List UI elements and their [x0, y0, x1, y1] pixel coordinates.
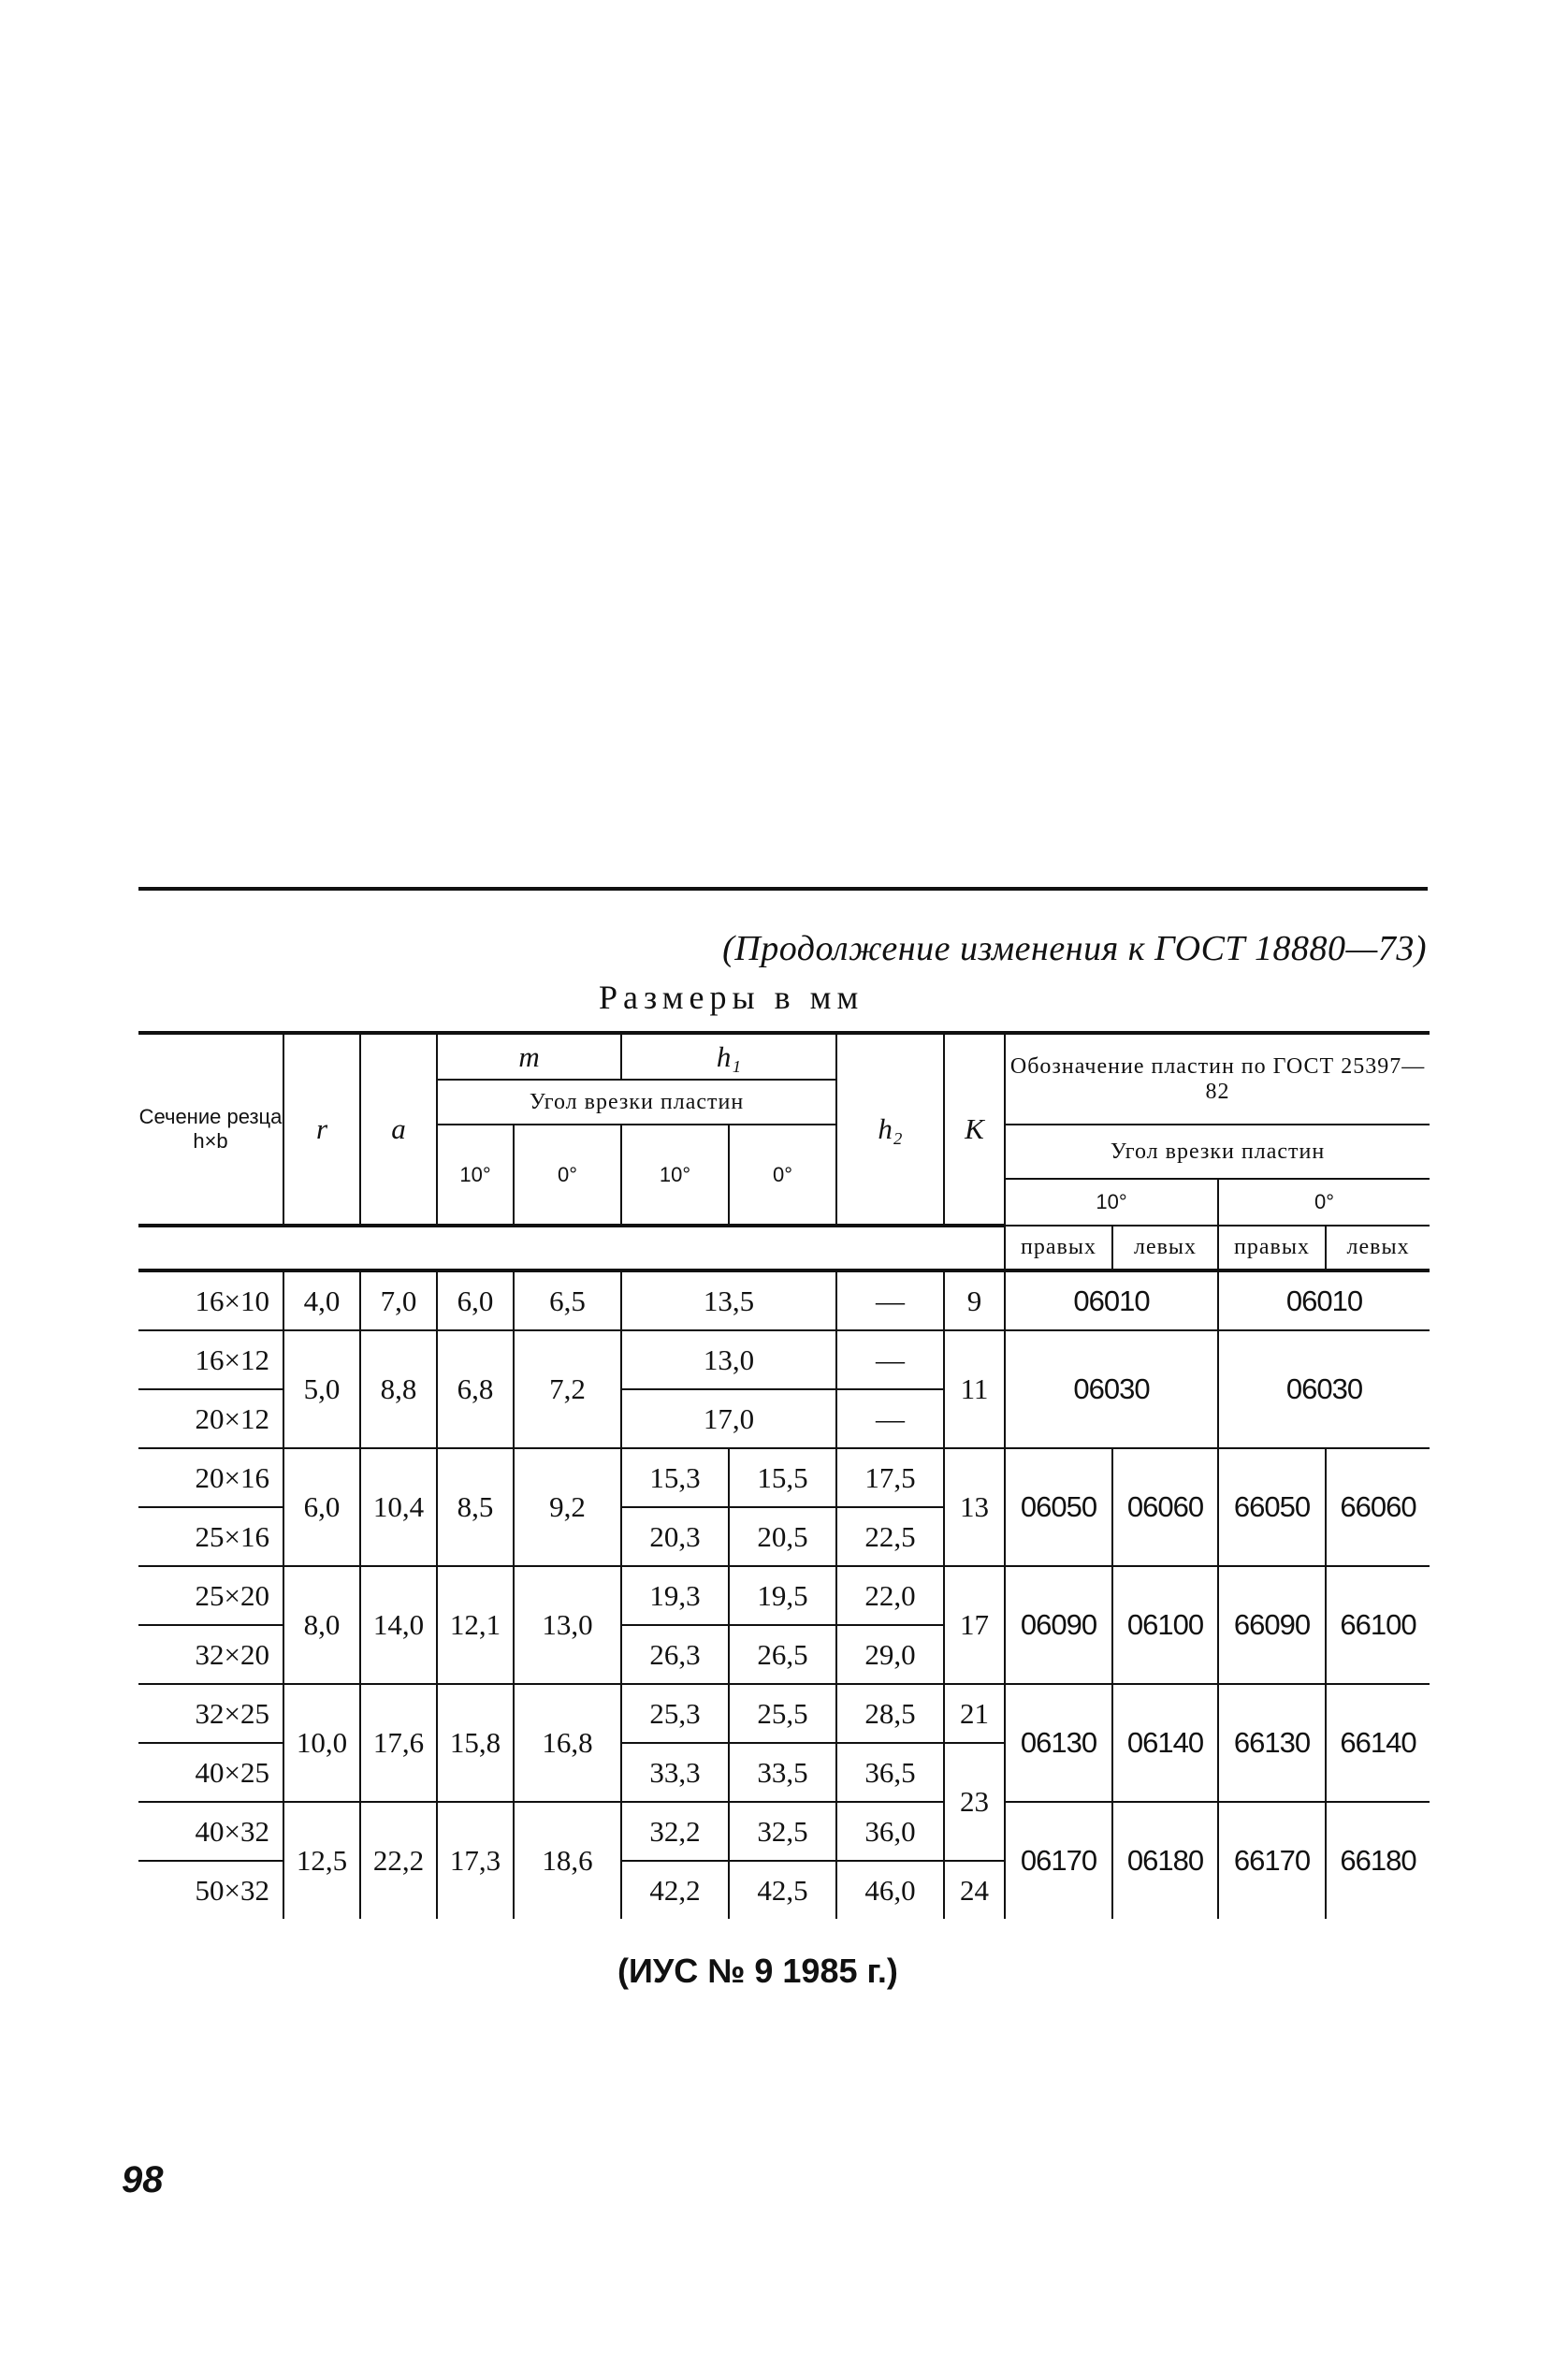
- h1-10-cell: 20,3: [621, 1507, 729, 1566]
- h1-10-cell: 19,3: [621, 1566, 729, 1625]
- a-cell: 10,4: [360, 1448, 437, 1566]
- h1-0-cell: 32,5: [729, 1802, 836, 1861]
- k-cell: 21: [944, 1684, 1005, 1743]
- designation-10-header: 10°: [1005, 1179, 1218, 1226]
- h1-0-header: 0°: [729, 1125, 836, 1226]
- h2-cell: —: [836, 1389, 944, 1448]
- code-0-left-cell: 66060: [1326, 1448, 1430, 1566]
- m0-cell: 6,5: [514, 1270, 621, 1330]
- h1-0-cell: 26,5: [729, 1625, 836, 1684]
- designation-0-header: 0°: [1218, 1179, 1430, 1226]
- h1-10-cell: 33,3: [621, 1743, 729, 1802]
- code-10-right-cell: 06090: [1005, 1566, 1112, 1684]
- table-row: [138, 1330, 1430, 1389]
- m0-cell: 16,8: [514, 1684, 621, 1802]
- table-row: [138, 1270, 1430, 1330]
- k-cell: 9: [944, 1270, 1005, 1330]
- h1-cell: 13,5: [621, 1270, 836, 1330]
- section-cell: 32×20: [138, 1625, 283, 1684]
- h1-10-header: 10°: [621, 1125, 729, 1226]
- h2-cell: —: [836, 1270, 944, 1330]
- a-cell: 22,2: [360, 1802, 437, 1919]
- a-cell: 17,6: [360, 1684, 437, 1802]
- h2-cell: 22,0: [836, 1566, 944, 1625]
- code-0-cell: 06030: [1218, 1330, 1430, 1448]
- top-rule: [138, 887, 1428, 891]
- m0-cell: 18,6: [514, 1802, 621, 1919]
- section-cell: 16×12: [138, 1330, 283, 1389]
- code-0-right-cell: 66170: [1218, 1802, 1326, 1919]
- k-cell: 13: [944, 1448, 1005, 1566]
- code-10-left-cell: 06060: [1112, 1448, 1218, 1566]
- h1-10-cell: 26,3: [621, 1625, 729, 1684]
- code-0-left-cell: 66100: [1326, 1566, 1430, 1684]
- m10-cell: 15,8: [437, 1684, 514, 1802]
- amendment-note: (ИУС № 9 1985 г.): [617, 1952, 898, 1990]
- right-10-header: правых: [1005, 1226, 1112, 1270]
- r-cell: 4,0: [283, 1270, 360, 1330]
- table-row: [138, 1684, 1430, 1743]
- r-header: r: [283, 1033, 360, 1226]
- table-row: [138, 1566, 1430, 1625]
- a-cell: 8,8: [360, 1330, 437, 1448]
- r-cell: 5,0: [283, 1330, 360, 1448]
- h2-cell: 46,0: [836, 1861, 944, 1919]
- code-10-right-cell: 06050: [1005, 1448, 1112, 1566]
- k-cell: 23: [944, 1743, 1005, 1861]
- h1-0-cell: 25,5: [729, 1684, 836, 1743]
- section-cell: 16×10: [138, 1270, 283, 1330]
- section-cell: 32×25: [138, 1684, 283, 1743]
- code-0-right-cell: 66130: [1218, 1684, 1326, 1802]
- units-caption: Размеры в мм: [599, 979, 864, 1016]
- r-cell: 6,0: [283, 1448, 360, 1566]
- code-10-left-cell: 06140: [1112, 1684, 1218, 1802]
- m10-cell: 6,0: [437, 1270, 514, 1330]
- m10-cell: 8,5: [437, 1448, 514, 1566]
- angle-header: Угол врезки пластин: [437, 1080, 836, 1125]
- a-header: a: [360, 1033, 437, 1226]
- m-header: m: [437, 1033, 621, 1080]
- a-cell: 14,0: [360, 1566, 437, 1684]
- section-cell: 40×25: [138, 1743, 283, 1802]
- m10-cell: 6,8: [437, 1330, 514, 1448]
- section-cell: 50×32: [138, 1861, 283, 1919]
- table-row: [138, 1802, 1430, 1861]
- h1-10-cell: 42,2: [621, 1861, 729, 1919]
- h1-header: h₁: [621, 1033, 836, 1080]
- h1-0-cell: 33,5: [729, 1743, 836, 1802]
- section-cell: 20×12: [138, 1389, 283, 1448]
- r-cell: 12,5: [283, 1802, 360, 1919]
- dimensions-table: [138, 1031, 1430, 1919]
- code-0-left-cell: 66140: [1326, 1684, 1430, 1802]
- k-cell: 17: [944, 1566, 1005, 1684]
- section-cell: 40×32: [138, 1802, 283, 1861]
- h2-cell: 28,5: [836, 1684, 944, 1743]
- designation-header: Обозначение пластин по ГОСТ 25397—82: [1005, 1033, 1430, 1125]
- section-header: Сечение резца h×b: [138, 1033, 283, 1226]
- h1-0-cell: 20,5: [729, 1507, 836, 1566]
- left-10-header: левых: [1112, 1226, 1218, 1270]
- code-10-right-cell: 06130: [1005, 1684, 1112, 1802]
- header-spacer: [138, 1226, 1005, 1270]
- right-0-header: правых: [1218, 1226, 1326, 1270]
- h1-10-cell: 32,2: [621, 1802, 729, 1861]
- code-0-cell: 06010: [1218, 1270, 1430, 1330]
- m0-cell: 9,2: [514, 1448, 621, 1566]
- k-header: K: [944, 1033, 1005, 1226]
- angle2-header: Угол врезки пластин: [1005, 1125, 1430, 1179]
- h2-cell: —: [836, 1330, 944, 1389]
- continuation-heading: (Продолжение изменения к ГОСТ 18880—73): [722, 929, 1427, 968]
- m0-cell: 13,0: [514, 1566, 621, 1684]
- m10-cell: 12,1: [437, 1566, 514, 1684]
- a-cell: 7,0: [360, 1270, 437, 1330]
- page-number: 98: [122, 2159, 164, 2200]
- h1-0-cell: 19,5: [729, 1566, 836, 1625]
- left-0-header: левых: [1326, 1226, 1430, 1270]
- k-cell: 24: [944, 1861, 1005, 1919]
- section-cell: 25×16: [138, 1507, 283, 1566]
- h1-cell: 13,0: [621, 1330, 836, 1389]
- code-10-right-cell: 06170: [1005, 1802, 1112, 1919]
- h2-cell: 17,5: [836, 1448, 944, 1507]
- code-0-right-cell: 66050: [1218, 1448, 1326, 1566]
- m10-cell: 17,3: [437, 1802, 514, 1919]
- k-cell: 11: [944, 1330, 1005, 1448]
- h2-cell: 36,5: [836, 1743, 944, 1802]
- code-0-left-cell: 66180: [1326, 1802, 1430, 1919]
- h1-cell: 17,0: [621, 1389, 836, 1448]
- h1-10-cell: 25,3: [621, 1684, 729, 1743]
- m0-cell: 7,2: [514, 1330, 621, 1448]
- h1-0-cell: 42,5: [729, 1861, 836, 1919]
- code-10-cell: 06030: [1005, 1330, 1218, 1448]
- h2-cell: 22,5: [836, 1507, 944, 1566]
- table-row: [138, 1448, 1430, 1507]
- code-10-left-cell: 06100: [1112, 1566, 1218, 1684]
- r-cell: 10,0: [283, 1684, 360, 1802]
- m-0-header: 0°: [514, 1125, 621, 1226]
- section-cell: 25×20: [138, 1566, 283, 1625]
- code-10-left-cell: 06180: [1112, 1802, 1218, 1919]
- h1-0-cell: 15,5: [729, 1448, 836, 1507]
- section-cell: 20×16: [138, 1448, 283, 1507]
- r-cell: 8,0: [283, 1566, 360, 1684]
- code-10-cell: 06010: [1005, 1270, 1218, 1330]
- m-10-header: 10°: [437, 1125, 514, 1226]
- h2-header: h₂: [836, 1033, 944, 1226]
- code-0-right-cell: 66090: [1218, 1566, 1326, 1684]
- h1-10-cell: 15,3: [621, 1448, 729, 1507]
- h2-cell: 29,0: [836, 1625, 944, 1684]
- h2-cell: 36,0: [836, 1802, 944, 1861]
